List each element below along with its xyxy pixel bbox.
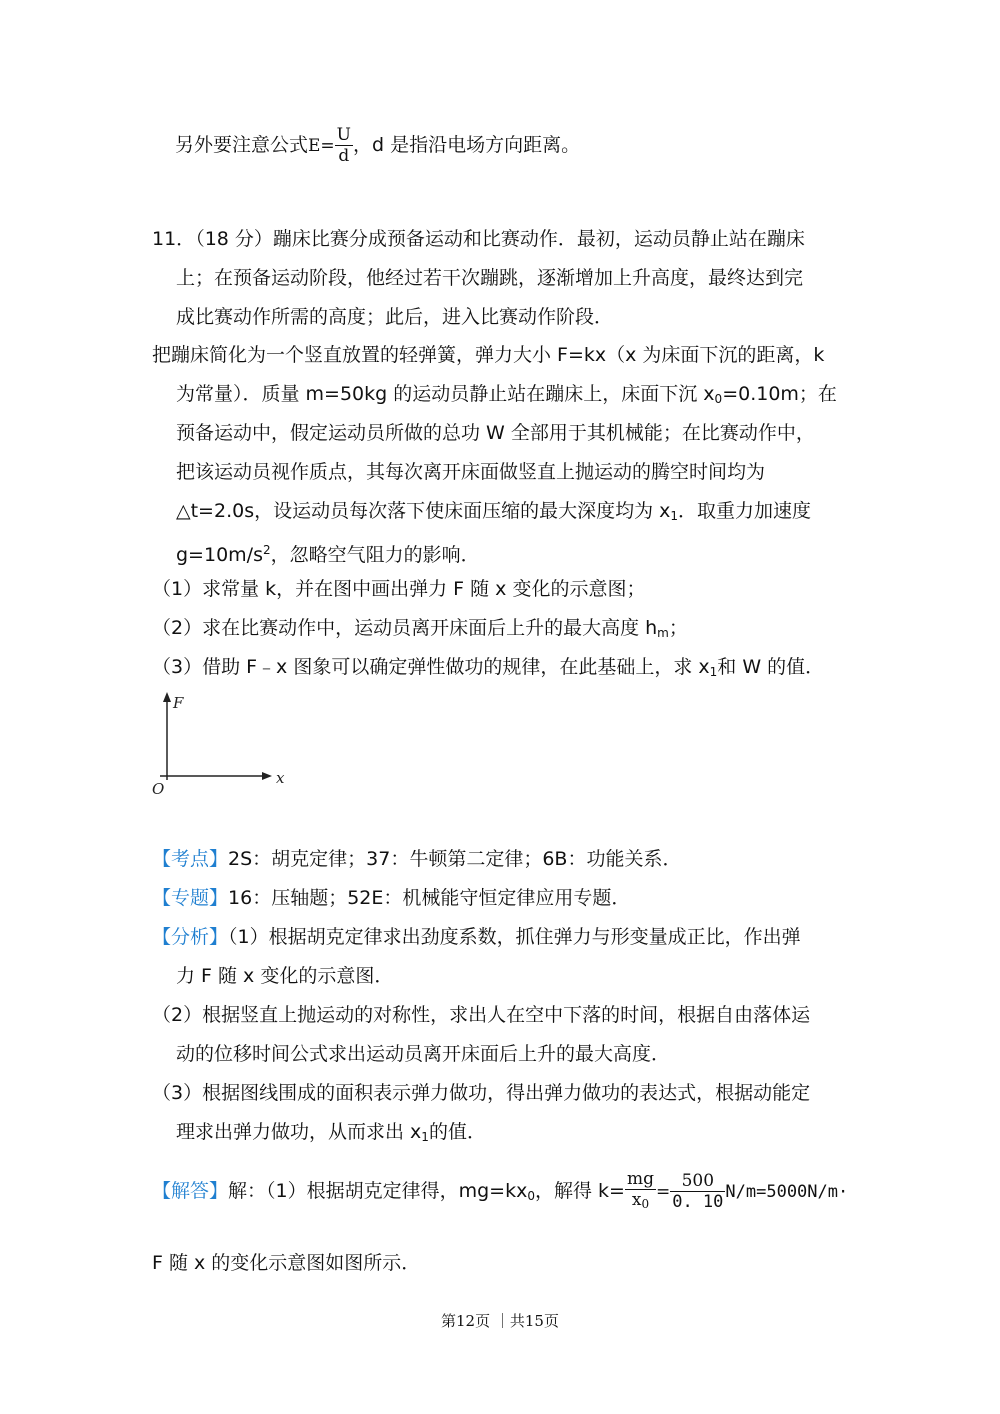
problem-number: 11． — [152, 228, 196, 250]
question-3b: 和 W 的值． — [717, 656, 825, 678]
fenxi-line-5: （3）根据图线围成的面积表示弹力做功，得出弹力做功的表达式，根据动能定 — [152, 1082, 811, 1104]
x-axis-arrow — [262, 772, 272, 780]
question-3 — [152, 655, 824, 684]
problem-text-1: （18 分）蹦床比赛分成预备运动和比赛动作．最初，运动员静止站在蹦床 — [195, 228, 805, 250]
zhuanti-tag: 【专题】 — [152, 887, 229, 909]
zhuanti-text: 16：压轴题；52E：机械能守恒定律应用专题． — [228, 887, 631, 909]
y-axis-label: F — [173, 694, 184, 712]
problem-line-1 — [152, 227, 805, 251]
formula-denominator: d — [338, 146, 350, 166]
question-1: （1）求常量 k，并在图中画出弹力 F 随 x 变化的示意图； — [152, 578, 646, 600]
fraction-010-denominator: 0. 10 — [672, 1192, 724, 1212]
fraction-500-numerator: 500 — [670, 1171, 725, 1192]
problem-line-5 — [176, 382, 837, 411]
x1-subscript-fenxi: 1 — [421, 1130, 429, 1144]
x0-subscript: 0 — [714, 392, 723, 406]
answer-text-a: 解：（1）根据胡克定律得，mg=kx — [228, 1180, 528, 1202]
fenxi-text-6a: 理求出弹力做功，从而求出 x — [176, 1121, 422, 1143]
x-axis-label: x — [276, 769, 285, 787]
fenxi-tag: 【分析】 — [152, 926, 229, 948]
intro-line — [175, 122, 580, 169]
problem-line-3: 成比赛动作所需的高度；此后，进入比赛动作阶段． — [176, 306, 614, 328]
formula-fraction — [335, 125, 353, 166]
fraction-500-010 — [670, 1171, 725, 1212]
problem-line-5b: =0.10m；在 — [722, 383, 837, 405]
fraction-mg-denominator — [625, 1190, 656, 1214]
x1-subscript: 1 — [670, 509, 679, 523]
problem-line-5a: 为常量）．质量 m=50kg 的运动员静止站在蹦床上，床面下沉 x — [176, 383, 715, 405]
fenxi-line-3: （2）根据竖直上抛运动的对称性，求出人在空中下落的时间，根据自由落体运 — [152, 1004, 811, 1026]
problem-line-2: 上；在预备运动阶段，他经过若干次蹦跳，逐渐增加上升高度，最终达到完 — [176, 267, 804, 289]
problem-line-8a: △t=2.0s，设运动员每次落下使床面压缩的最大深度均为 x — [176, 500, 671, 522]
zhuanti-line — [152, 886, 630, 910]
problem-line-8 — [176, 499, 811, 528]
problem-line-9 — [176, 538, 480, 567]
fraction-mg-numerator: mg — [626, 1169, 654, 1189]
kaodian-tag: 【考点】 — [152, 848, 229, 870]
origin-label: O — [152, 780, 165, 798]
fenxi-text-1: （1）根据胡克定律求出劲度系数，抓住弹力与形变量成正比，作出弹 — [228, 926, 801, 948]
problem-line-7: 把该运动员视作质点，其每次离开床面做竖直上抛运动的腾空时间均为 — [176, 461, 766, 483]
fx-axes-figure — [148, 688, 298, 798]
formula-lhs: E= — [308, 136, 335, 156]
intro-prefix: 另外要注意公式 — [175, 134, 309, 156]
answer-last-line: F 随 x 的变化示意图如图所示． — [152, 1252, 421, 1274]
problem-line-9a: g=10m/s — [176, 544, 263, 566]
fraction-mg-x0 — [625, 1169, 656, 1214]
x0-den-subscript: 0 — [641, 1197, 650, 1211]
problem-line-6: 预备运动中，假定运动员所做的总功 W 全部用于其机械能；在比赛动作中， — [176, 422, 815, 444]
g-superscript: 2 — [262, 543, 271, 557]
y-axis-arrow — [163, 692, 171, 702]
fenxi-line-4: 动的位移时间公式求出运动员离开床面后上升的最大高度． — [176, 1043, 671, 1065]
fenxi-line-2: 力 F 随 x 变化的示意图． — [176, 965, 394, 987]
kaodian-text: 2S：胡克定律；37：牛顿第二定律；6B：功能关系． — [228, 848, 682, 870]
fenxi-line-1 — [152, 925, 801, 949]
answer-tag: 【解答】 — [152, 1180, 229, 1202]
kaodian-line — [152, 847, 681, 871]
question-3a: （3）借助 F﹣x 图象可以确定弹性做功的规律，在此基础上，求 x — [152, 656, 710, 678]
question-2a: （2）求在比赛动作中，运动员离开床面后上升的最大高度 h — [152, 617, 658, 639]
equals-sign: = — [655, 1182, 671, 1202]
problem-line-4: 把蹦床简化为一个竖直放置的轻弹簧，弹力大小 F=kx（x 为床面下沉的距离，k — [152, 344, 825, 366]
x0-den-x: x — [631, 1190, 642, 1210]
formula-numerator: U — [336, 125, 351, 145]
intro-suffix: ，d 是指沿电场方向距离。 — [353, 134, 581, 156]
fenxi-line-6 — [176, 1120, 486, 1149]
question-2b: ； — [668, 617, 688, 639]
answer-text-b: ，解得 k= — [534, 1180, 625, 1202]
hm-subscript: m — [657, 626, 669, 640]
page-footer: 第12页 ｜共15页 — [441, 1312, 559, 1330]
problem-line-9b: ，忽略空气阻力的影响． — [270, 544, 480, 566]
kx0-subscript: 0 — [527, 1189, 535, 1203]
answer-tail: N/m=5000N/m· — [725, 1182, 849, 1202]
x1-subscript-q3: 1 — [709, 665, 718, 679]
question-2 — [152, 616, 688, 645]
answer-line — [152, 1166, 848, 1221]
problem-line-8b: ．取重力加速度 — [678, 500, 812, 522]
fenxi-text-6b: 的值． — [428, 1121, 486, 1143]
